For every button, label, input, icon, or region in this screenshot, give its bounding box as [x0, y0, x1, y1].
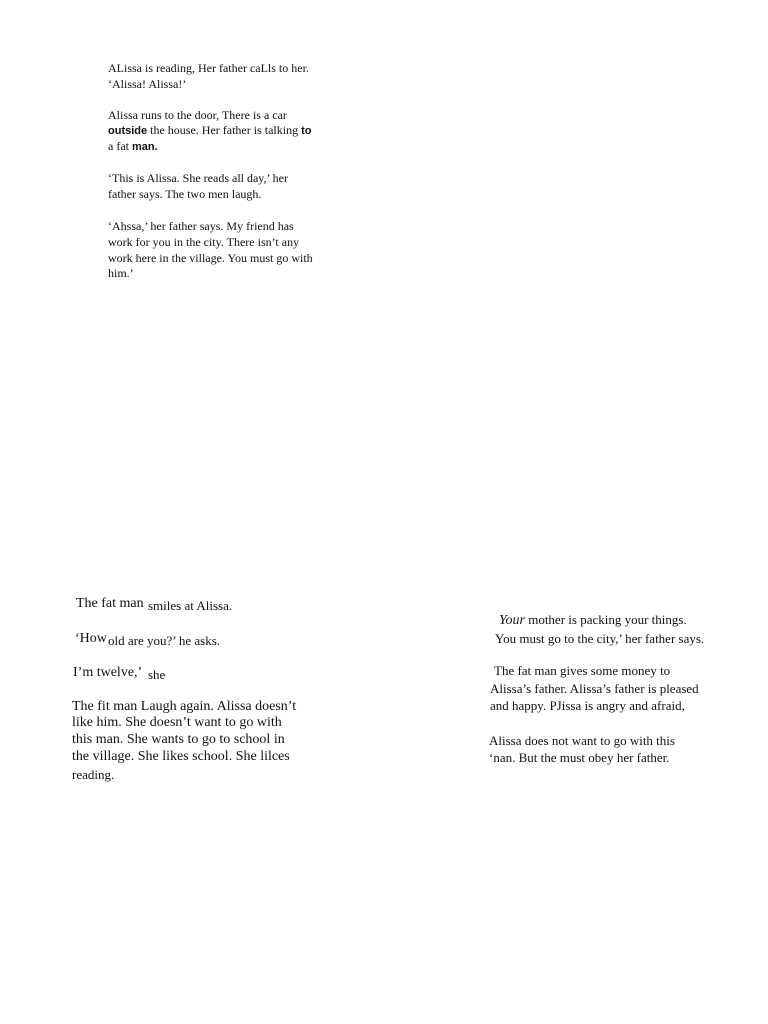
bl-p2-line1a: ‘How	[75, 631, 107, 646]
bottom-right-passage	[384, 600, 768, 780]
bottom-left-passage	[0, 580, 384, 810]
top-p3-line1: ‘This is Alissa. She reads all day,’ her	[108, 171, 288, 185]
bl-p4-line1: The fit man Laugh again. Alissa doesn’t	[72, 699, 297, 714]
bl-p2-line1b: old are you?’ he asks.	[108, 633, 221, 648]
top-p1-line2: ‘Alissa! Alissa!’	[108, 77, 187, 91]
br-p3-line2: ‘nan. But the must obey her father.	[489, 750, 670, 765]
bl-p4-line4: the village. She likes school. She lilces	[72, 749, 290, 764]
top-p3-line2: father says. The two men laugh.	[108, 187, 262, 201]
bl-p4-line5: reading.	[72, 767, 115, 782]
bl-p1-line1b: smiles at Alissa.	[148, 598, 233, 613]
top-p2-line1: Alissa runs to the door, There is a car	[108, 108, 287, 122]
br-p1-line2: You must go to the city,’ her father says.	[495, 631, 705, 646]
top-p1-line1: ALissa is reading, Her father caLls to her.	[108, 61, 309, 75]
top-passage	[0, 0, 768, 290]
bl-p1-line1a: The fat man	[76, 596, 144, 611]
br-p2-line2: Alissa’s father. Alissa’s father is pleased	[490, 681, 699, 696]
bl-p4-line3: this man. She wants to go to school in	[72, 732, 285, 747]
bl-p4-line2: like him. She doesn’t want to go with	[72, 715, 282, 730]
top-p2-line3-text: a fat	[108, 139, 129, 153]
br-p2-line1: The fat man gives some money to	[494, 663, 671, 678]
bl-p3-line1a: I’m twelve,’	[73, 665, 143, 680]
bold-to: to	[301, 125, 312, 137]
br-p1-line1	[499, 613, 687, 628]
bl-p3-line1b: she	[148, 667, 166, 682]
top-p4-line4: him.’	[108, 266, 134, 280]
top-p4-line1: ‘Ahssa,’ her father says. My friend has	[108, 219, 294, 233]
top-p2-line2-text: the house. Her father is talking	[150, 123, 299, 137]
br-p1-line1-text: mother is packing your things.	[528, 612, 687, 627]
bold-outside: outside	[108, 125, 148, 137]
top-p2-line3	[108, 140, 158, 153]
top-p2-line2	[108, 124, 311, 137]
bold-man: man.	[131, 141, 158, 153]
br-p2-line3: and happy. PJissa is angry and afraid,	[490, 698, 685, 713]
italic-your: Your	[499, 613, 525, 628]
top-p4-line2: work for you in the city. There isn’t any	[108, 235, 300, 249]
br-p3-line1: Alissa does not want to go with this	[489, 733, 675, 748]
top-p4-line3: work here in the village. You must go with	[108, 251, 313, 265]
